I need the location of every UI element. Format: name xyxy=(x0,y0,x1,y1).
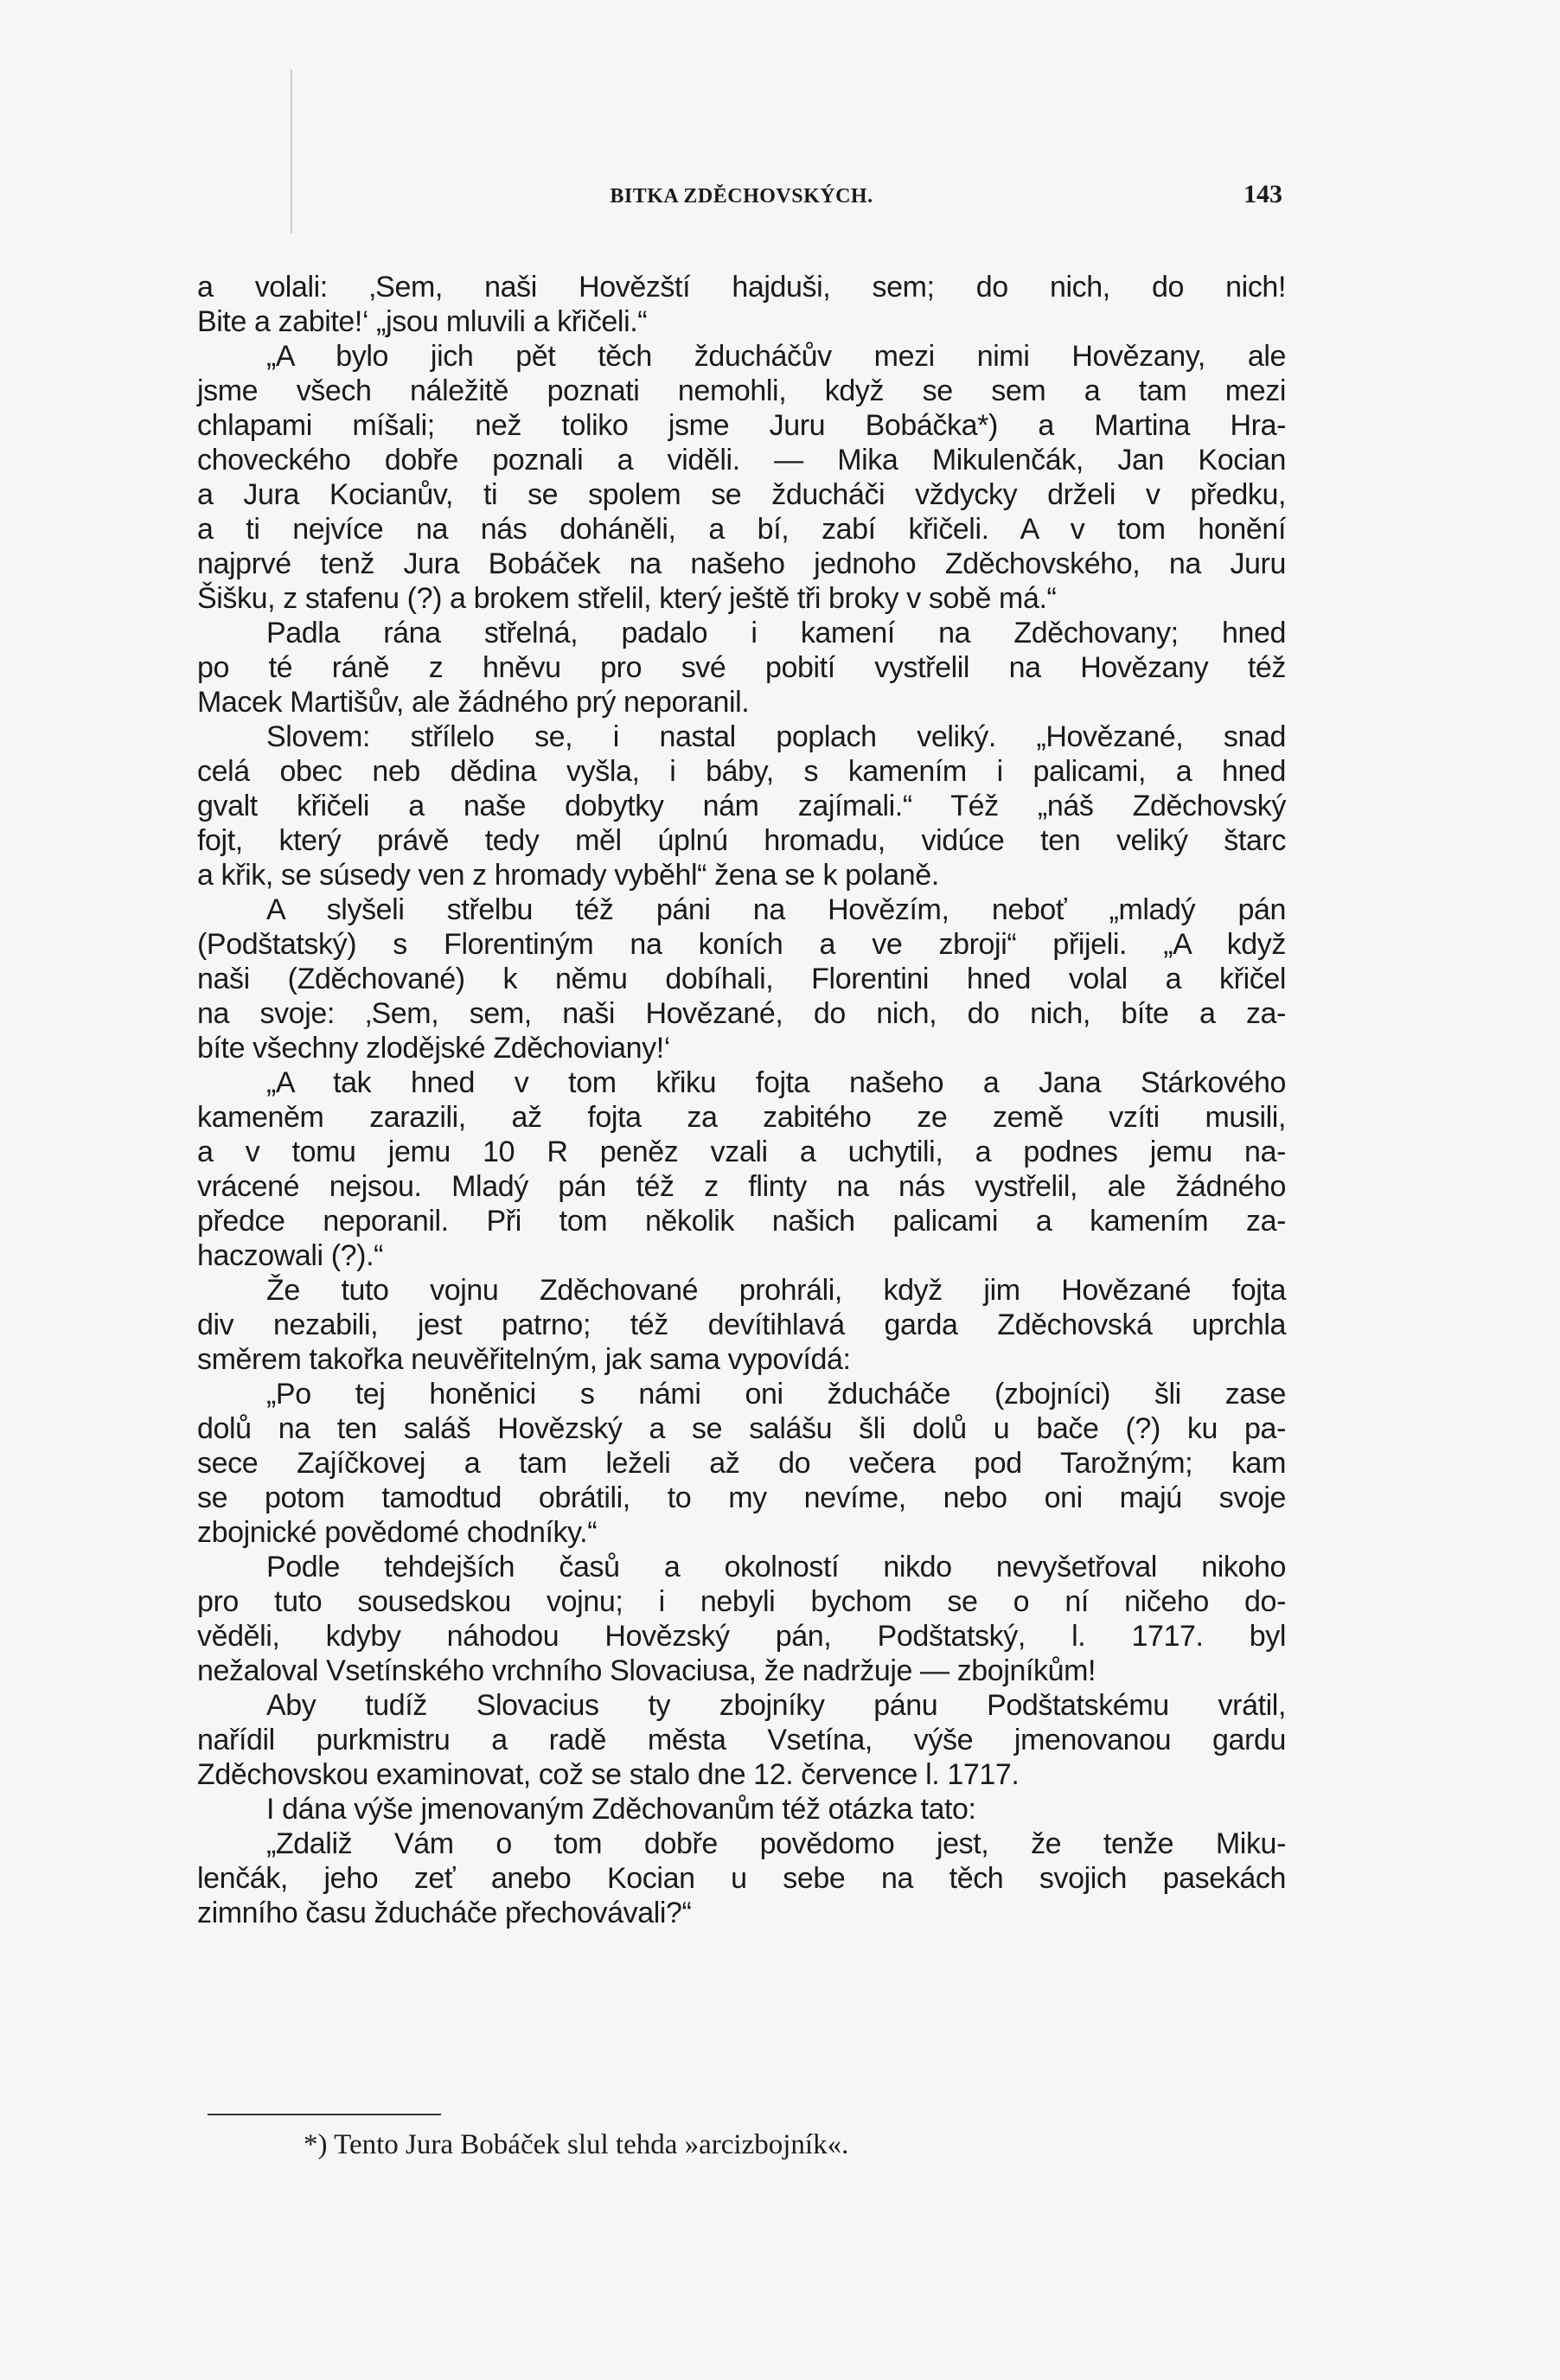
paragraph xyxy=(197,892,1286,1065)
text-line: a v tomu jemu 10 R peněz vzali a uchytili, a podnes jemu na- xyxy=(197,1136,1286,1168)
text-line: „A tak hned v tom křiku fojta našeho a Jana Stárkového xyxy=(266,1066,1286,1099)
paragraph xyxy=(197,720,1286,892)
text-line: zbojnické povědomé chodníky.“ xyxy=(197,1516,598,1549)
page-number: 143 xyxy=(1244,180,1282,208)
paragraph xyxy=(197,616,1286,720)
text-line: a křik, se súsedy ven z hromady vyběhl“ žena se k polaně. xyxy=(197,859,939,892)
paragraph xyxy=(197,1065,1286,1273)
text-line: vrácené nejsou. Mladý pán též z flinty na nás vystřelil, ale žádného xyxy=(197,1170,1286,1203)
text-line: Padla rána střelná, padalo i kamení na Zděchovany; hned xyxy=(266,617,1286,649)
text-line: fojt, který právě tedy měl úplnú hromadu, vidúce ten veliký štarc xyxy=(197,824,1286,857)
text-line: Zděchovskou examinovat, což se stalo dne 12. července l. 1717. xyxy=(197,1758,1020,1791)
text-line: chlapami míšali; než toliko jsme Juru Bobáčka*) a Martina Hra- xyxy=(197,409,1286,442)
text-line: Šišku, z stafenu (?) a brokem střelil, který ještě tři broky v sobě má.“ xyxy=(197,582,1057,615)
text-line: „Zdaliž Vám o tom dobře povědomo jest, že tenže Miku- xyxy=(266,1827,1286,1860)
paragraph xyxy=(197,1377,1286,1550)
text-line: „A bylo jich pět těch žducháčův mezi nimi Hovězany, ale xyxy=(266,340,1286,373)
text-line: I dána výše jmenovaným Zděchovanům též otázka tato: xyxy=(266,1793,976,1826)
footnote-divider xyxy=(208,2114,441,2115)
text-line: najprvé tenž Jura Bobáček na našeho jednoho Zděchovského, na Juru xyxy=(197,547,1286,580)
text-line: věděli, kdyby náhodou Hovězský pán, Podštatský, l. 1717. byl xyxy=(197,1620,1286,1653)
text-line: na svoje: ‚Sem, sem, naši Hovězané, do nich, do nich, bíte a za- xyxy=(197,997,1286,1030)
text-line: kameněm zarazili, až fojta za zabitého ze země vzíti musili, xyxy=(197,1101,1286,1134)
text-line: jsme všech náležitě poznati nemohli, když se sem a tam mezi xyxy=(197,374,1286,407)
text-line: celá obec neb dědina vyšla, i báby, s kamením i palicami, a hned xyxy=(197,755,1286,788)
text-line: po té ráně z hněvu pro své pobití vystřelil na Hovězany též xyxy=(197,651,1286,684)
text-line: nežaloval Vsetínského vrchního Slovaciusa, že nadržuje — zbojníkům! xyxy=(197,1654,1096,1687)
text-line: (Podštatský) s Florentiným na koních a ve zbroji“ přijeli. „A když xyxy=(197,928,1286,961)
text-line: Slovem: střílelo se, i nastal poplach veliký. „Hovězané, snad xyxy=(266,720,1286,753)
text-line: bíte všechny zlodějské Zděchoviany!‘ xyxy=(197,1032,670,1065)
text-line: choveckého dobře poznali a viděli. — Mika Mikulenčák, Jan Kocian xyxy=(197,444,1286,477)
text-line: a Jura Kocianův, ti se spolem se žducháči vždycky drželi v předku, xyxy=(197,478,1286,511)
text-line: sece Zajíčkovej a tam leželi až do večera pod Tarožným; kam xyxy=(197,1447,1286,1480)
text-line: dolů na ten saláš Hovězský a se salášu šli dolů u bače (?) ku pa- xyxy=(197,1412,1286,1445)
text-line: A slyšeli střelbu též páni na Hovězím, neboť „mladý pán xyxy=(266,893,1286,926)
text-line: se potom tamodtud obrátili, to my nevíme, nebo oni majú svoje xyxy=(197,1481,1286,1514)
paragraph xyxy=(197,270,1286,339)
text-line: Podle tehdejších časů a okolností nikdo nevyšetřoval nikoho xyxy=(266,1551,1286,1583)
body-text xyxy=(197,270,1286,1930)
text-line: nařídil purkmistru a radě města Vsetína, výše jmenovanou gardu xyxy=(197,1724,1286,1756)
text-line: Macek Martišův, ale žádného prý neporanil. xyxy=(197,686,750,719)
text-line: pro tuto sousedskou vojnu; i nebyli bychom se o ní ničeho do- xyxy=(197,1585,1286,1618)
text-line: gvalt křičeli a naše dobytky nám zajímali.“ Též „náš Zděchovský xyxy=(197,790,1286,822)
paragraph xyxy=(197,1273,1286,1377)
text-line: „Po tej honěnici s námi oni žducháče (zbojníci) šli zase xyxy=(266,1378,1286,1411)
text-line: předce neporanil. Při tom několik našich palicami a kamením za- xyxy=(197,1205,1286,1238)
paragraph xyxy=(197,1550,1286,1688)
paragraph xyxy=(197,1792,1286,1827)
page-header xyxy=(197,180,1286,214)
text-line: div nezabili, jest patrno; též devítihlavá garda Zděchovská uprchla xyxy=(197,1308,1286,1341)
text-line: lenčák, jeho zeť anebo Kocian u sebe na těch svojich pasekách xyxy=(197,1862,1286,1895)
paragraph xyxy=(197,1827,1286,1930)
footnote: *) Tento Jura Bobáček slul tehda »arcizbojník«. xyxy=(304,2129,849,2160)
text-line: zimního času žducháče přechovávali?“ xyxy=(197,1897,692,1929)
text-line: a volali: ‚Sem, naši Hovězští hajduši, sem; do nich, do nich! xyxy=(197,271,1286,304)
text-line: směrem takořka neuvěřitelným, jak sama vypovídá: xyxy=(197,1343,851,1376)
text-line: Aby tudíž Slovacius ty zbojníky pánu Podštatskému vrátil, xyxy=(266,1689,1286,1722)
text-line: Bite a zabite!‘ „jsou mluvili a křičeli.“ xyxy=(197,305,648,338)
paragraph xyxy=(197,1688,1286,1792)
text-line: naši (Zděchované) k němu dobíhali, Florentini hned volal a křičel xyxy=(197,963,1286,995)
running-title: BITKA ZDĚCHOVSKÝCH. xyxy=(610,185,873,208)
paragraph xyxy=(197,339,1286,616)
text-line: a ti nejvíce na nás doháněli, a bí, zabí křičeli. A v tom honění xyxy=(197,513,1286,546)
text-line: haczowali (?).“ xyxy=(197,1239,384,1272)
text-line: Že tuto vojnu Zděchované prohráli, když jim Hovězané fojta xyxy=(266,1274,1286,1307)
